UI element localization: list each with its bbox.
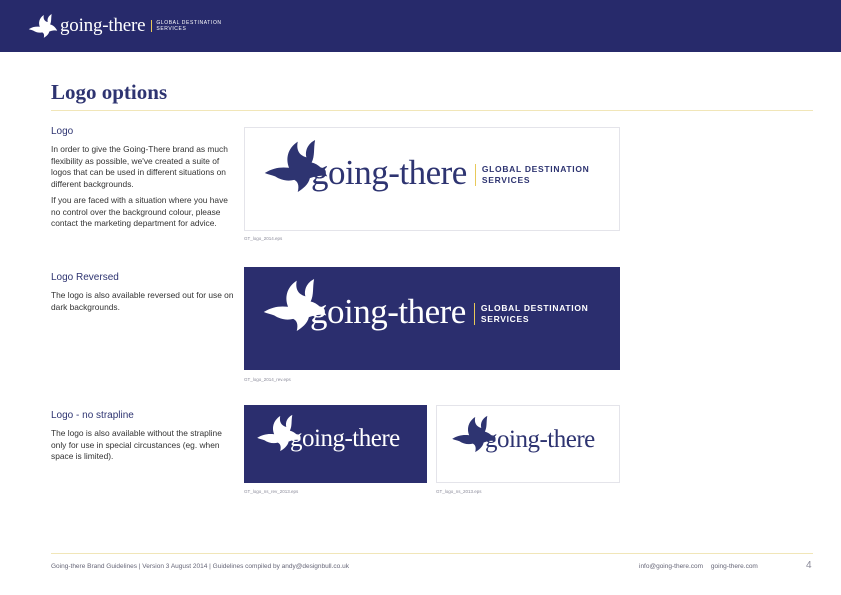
page-title: Logo options [51, 80, 168, 104]
section-heading-logo: Logo [51, 126, 74, 137]
section-paragraph: The logo is also available without the strapline only for use in special circustances (eg. when space is limited). [51, 428, 222, 461]
header-strap-line2: SERVICES [156, 26, 187, 32]
page-number: 4 [806, 560, 812, 571]
section-heading-logo-reversed: Logo Reversed [51, 272, 119, 283]
section-paragraph: In order to give the Going-There brand as much flexibility as possible, we've created a suite of logos that can be used in different situations on different backgrounds. [51, 144, 228, 189]
logo-word: going-there [485, 426, 595, 453]
footer-email-link[interactable]: info@going-there.com [639, 563, 704, 570]
logo-panel-reversed[interactable] [244, 267, 620, 370]
logo-panel-no-strap[interactable] [436, 405, 620, 483]
strap-line2: SERVICES [481, 175, 531, 185]
footer-divider [51, 553, 813, 554]
section-heading-no-strapline: Logo - no strapline [51, 410, 134, 421]
file-caption: GT_logo_2014.eps [244, 236, 283, 241]
file-caption: GT_logo_ns_rev_2013.eps [244, 489, 299, 494]
strap-line1: GLOBAL DESTINATION [481, 164, 590, 174]
footer-document-info: Going-there Brand Guidelines | Version 3 August 2014 | Guidelines compiled by andy@designbull.co.uk [51, 563, 349, 570]
header-strapline [151, 20, 221, 32]
footer-contact [639, 563, 758, 570]
logo-word: going-there [311, 153, 467, 192]
logo-standard [263, 146, 590, 194]
footer-site-link[interactable]: going-there.com [710, 563, 758, 570]
logo-word: going-there [310, 292, 466, 331]
logo-no-strap [451, 420, 595, 454]
section-body-logo-reversed [51, 290, 236, 318]
section-body-logo [51, 144, 236, 235]
section-paragraph: The logo is also available reversed out for use on dark backgrounds. [51, 290, 234, 312]
logo-strapline [475, 164, 590, 186]
file-caption: GT_logo_ns_2013.eps [436, 489, 482, 494]
logo-no-strap-reversed [256, 419, 400, 453]
header-strap-line1: GLOBAL DESTINATION [156, 20, 222, 26]
header-logo[interactable] [28, 11, 222, 41]
header-bar [0, 0, 841, 52]
file-caption: GT_logo_2014_rev.eps [244, 377, 291, 382]
logo-panel-no-strap-reversed[interactable] [244, 405, 427, 483]
section-paragraph: If you are faced with a situation where you have no control over the background colour, please contact the marketing department for advice. [51, 195, 228, 228]
logo-reversed [262, 285, 589, 333]
strap-line1: GLOBAL DESTINATION [480, 303, 589, 313]
eagle-icon [28, 13, 58, 39]
title-divider [51, 110, 813, 111]
header-brand-word: going-there [60, 15, 146, 36]
section-body-no-strapline [51, 428, 226, 468]
logo-word: going-there [290, 425, 400, 452]
logo-panel-standard[interactable] [244, 127, 620, 231]
strap-line2: SERVICES [480, 314, 530, 324]
logo-strapline [474, 303, 589, 325]
